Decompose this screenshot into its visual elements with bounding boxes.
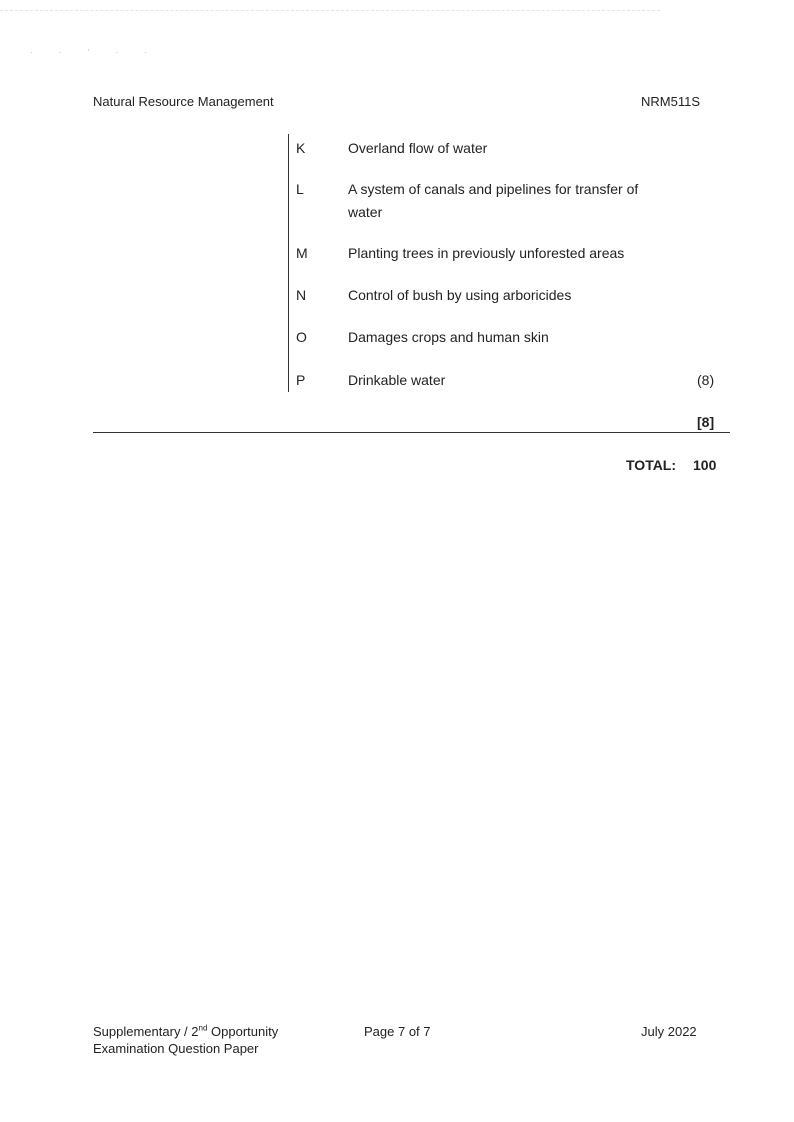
scan-artifact-line [0, 10, 660, 11]
item-description: A system of canals and pipelines for transfer of water [348, 181, 639, 220]
course-title: Natural Resource Management [93, 94, 274, 109]
paper-type-suffix: Opportunity [207, 1024, 279, 1039]
item-description: Drinkable water [348, 372, 446, 388]
item-letter: P [296, 372, 306, 388]
paper-type-prefix: Supplementary / 2 [93, 1024, 199, 1039]
total-value: 100 [693, 457, 717, 473]
paper-type-sup: nd [198, 1023, 208, 1033]
section-divider [93, 432, 730, 433]
item-description: Damages crops and human skin [348, 329, 549, 345]
item-letter: M [296, 245, 308, 261]
total-label: TOTAL: [626, 457, 677, 473]
item-letter: K [296, 140, 306, 156]
item-description: Overland flow of water [348, 140, 488, 156]
item-description: Planting trees in previously unforested areas [348, 245, 625, 261]
footer-date: July 2022 [641, 1024, 697, 1039]
item-description: Control of bush by using arboricides [348, 287, 572, 303]
item-letter: N [296, 287, 307, 303]
item-letter: O [296, 329, 307, 345]
item-marks: (8) [697, 372, 715, 388]
footer-page-number: Page 7 of 7 [364, 1024, 431, 1039]
footer-paper-type [93, 1023, 278, 1057]
scan-artifact-marks: · · ' · · [30, 48, 160, 57]
course-code: NRM511S [641, 94, 701, 109]
item-letter: L [296, 181, 304, 197]
paper-type-line2: Examination Question Paper [93, 1041, 259, 1056]
column-divider [288, 134, 289, 392]
section-total-marks: [8] [697, 414, 715, 430]
